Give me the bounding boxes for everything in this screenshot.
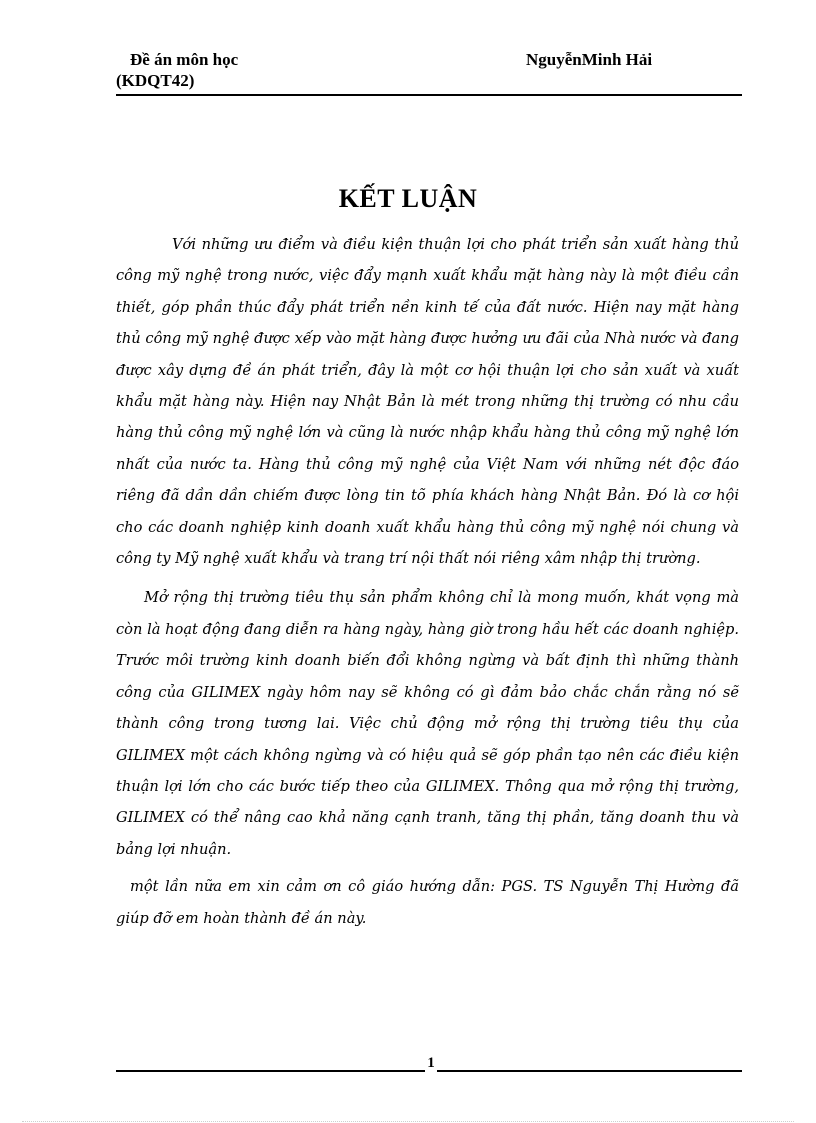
body-text bbox=[116, 229, 739, 934]
class-code: (KDQT42) bbox=[116, 71, 195, 90]
page-edge-divider bbox=[22, 1121, 794, 1122]
course-name: Đề án môn học bbox=[130, 50, 239, 69]
footer-rule-left bbox=[116, 1070, 425, 1072]
author-name: NguyễnMinh Hải bbox=[526, 50, 653, 69]
paragraph-2: Mở rộng thị trường tiêu thụ sản phẩm không chỉ là mong muốn, khát vọng mà còn là hoạt động đang diễn ra hàng ngày, hàng giờ trong hầu hết các doanh nghiệp. Trước môi trường kinh doanh biến đổi không ngừng và bất định thì những thành công của GILIMEX ngày hôm nay sẽ không có gì đảm bảo chắc chắn rằng nó sẽ thành công trong tương lai. Việc chủ động mở rộng thị trường tiêu thụ của GILIMEX một cách không ngừng và có hiệu quả sẽ góp phần tạo nên các điều kiện thuận lợi lớn cho các bước tiếp theo của GILIMEX. Thông qua mở rộng thị trường, GILIMEX có thể nâng cao khả năng cạnh tranh, tăng thị phần, tăng doanh thu và bảng lợi nhuận. bbox=[116, 589, 739, 858]
page-number: 1 bbox=[427, 1055, 435, 1071]
paragraph-3: một lần nữa em xin cảm ơn cô giáo hướng dẫn: PGS. TS Nguyễn Thị Hường đã giúp đỡ em hoàn thành đề án này. bbox=[116, 878, 739, 927]
section-title: KẾT LUẬN bbox=[338, 184, 478, 213]
paragraph-1: Với những ưu điểm và điều kiện thuận lợi cho phát triển sản xuất hàng thủ công mỹ nghệ trong nước, việc đẩy mạnh xuất khẩu mặt hàng này là một điều cần thiết, góp phần thúc đẩy phát triển nền kinh tế của đất nước. Hiện nay mặt hàng thủ công mỹ nghệ được xếp vào mặt hàng được hưởng ưu đãi của Nhà nước và đang được xây dựng đề án phát triển, đây là một cơ hội thuận lợi cho sản xuất và xuất khẩu mặt hàng này. Hiện nay Nhật Bản là mét trong những thị trường có nhu cầu hàng thủ công mỹ nghệ lớn và cũng là nước nhập khẩu hàng thủ công mỹ nghệ lớn nhất của nước ta. Hàng thủ công mỹ nghệ của Việt Nam với những nét độc đáo riêng đã dần dần chiếm được lòng tin tõ phía khách hàng Nhật Bản. Đó là cơ hội cho các doanh nghiệp kinh doanh xuất khẩu hàng thủ công mỹ nghệ nói chung và công ty Mỹ nghệ xuất khẩu và trang trí nội thất nói riêng xâm nhập thị trường. bbox=[116, 236, 739, 568]
page-header bbox=[116, 50, 742, 96]
footer-rule-right bbox=[437, 1070, 742, 1072]
page-footer bbox=[116, 1052, 742, 1074]
